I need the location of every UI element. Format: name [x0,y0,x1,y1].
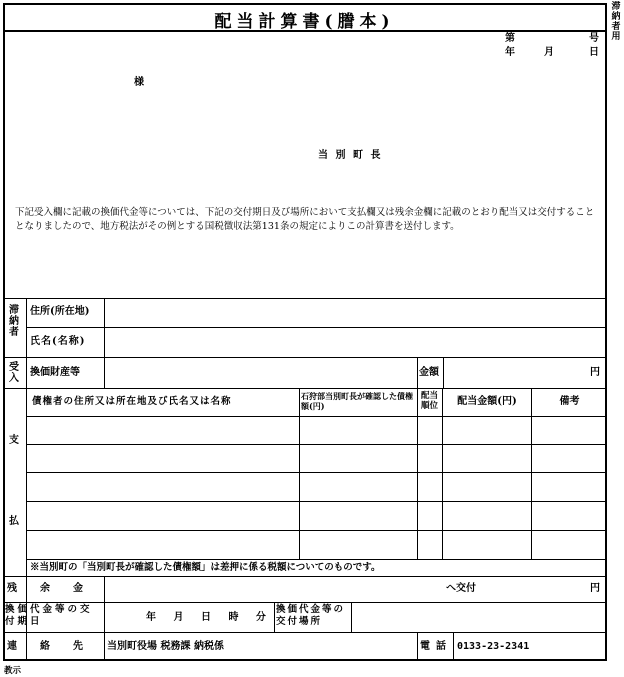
address-field[interactable] [106,300,604,326]
payment-row-5[interactable] [28,532,298,558]
side-label: 滞納者用 [611,2,621,42]
phone-label: 電話 [420,641,452,652]
col-rank: 配当順位 [420,391,438,411]
surplus-yen: 円 [590,583,600,594]
col-confirmed: 石狩部当別町長が確認した債権額(円) [301,391,413,411]
recipient-honorific: 様 [134,77,144,88]
surplus-delivery: へ交付 [446,583,476,594]
page-title: 配当計算書(謄本) [214,12,395,32]
day-label: 日 [589,47,599,58]
amount-yen: 円 [590,367,600,378]
intro-text: 下記受入欄に記載の換価代金等については、下記の交付期日及び場所において支払欄又は残余金欄に記載のとおり配当又は交付することとなりましたので、地方税法がその例とする国税徴収法第131条の規定によりこの計算書を送付します。 [15,207,595,232]
surplus-label: 残余金 [7,583,106,594]
payment-row-1[interactable] [28,418,298,443]
receipt-group-label: 受入 [9,362,19,384]
number-suffix: 号 [589,33,599,44]
delinquent-group-label: 滞納者 [9,305,19,338]
name-label: 氏名(名称) [30,336,86,347]
payment-row-2[interactable] [28,446,298,471]
number-prefix: 第 [505,33,515,44]
col-amount: 配当金額(円) [457,396,517,407]
date-label: 換価代金等の交付期日 [5,604,93,627]
year-label: 年 [505,47,515,58]
place-label: 換価代金等の交付場所 [276,604,346,627]
contact-value: 当別町役場 税務課 納税係 [107,641,224,652]
address-label: 住所(所在地) [30,306,90,317]
payment-group-label-1: 支 [9,435,19,446]
property-label: 換価財産等 [30,367,80,378]
phone-number: 0133-23-2341 [457,641,530,652]
payment-row-3[interactable] [28,474,298,500]
payment-note: ※当別町の「当別町長が確認した債権額」は差押に係る税額についてのものです。 [30,562,381,573]
payment-group-label-2: 払 [9,516,19,527]
payment-row-4[interactable] [28,503,298,529]
col-remarks: 備考 [559,396,580,407]
col-creditor: 債権者の住所又は所在地及び氏名又は名称 [32,396,232,407]
footer-note: 教示 [4,666,22,676]
amount-label: 金額 [419,367,439,378]
month-label: 月 [544,47,554,58]
name-field[interactable] [106,329,604,356]
sender-name: 当 別 町 長 [318,150,383,161]
title-divider [3,30,607,32]
contact-label: 連絡先 [7,641,106,652]
property-field[interactable] [106,359,415,387]
date-value: 年 月 日 時 分 [146,612,266,623]
